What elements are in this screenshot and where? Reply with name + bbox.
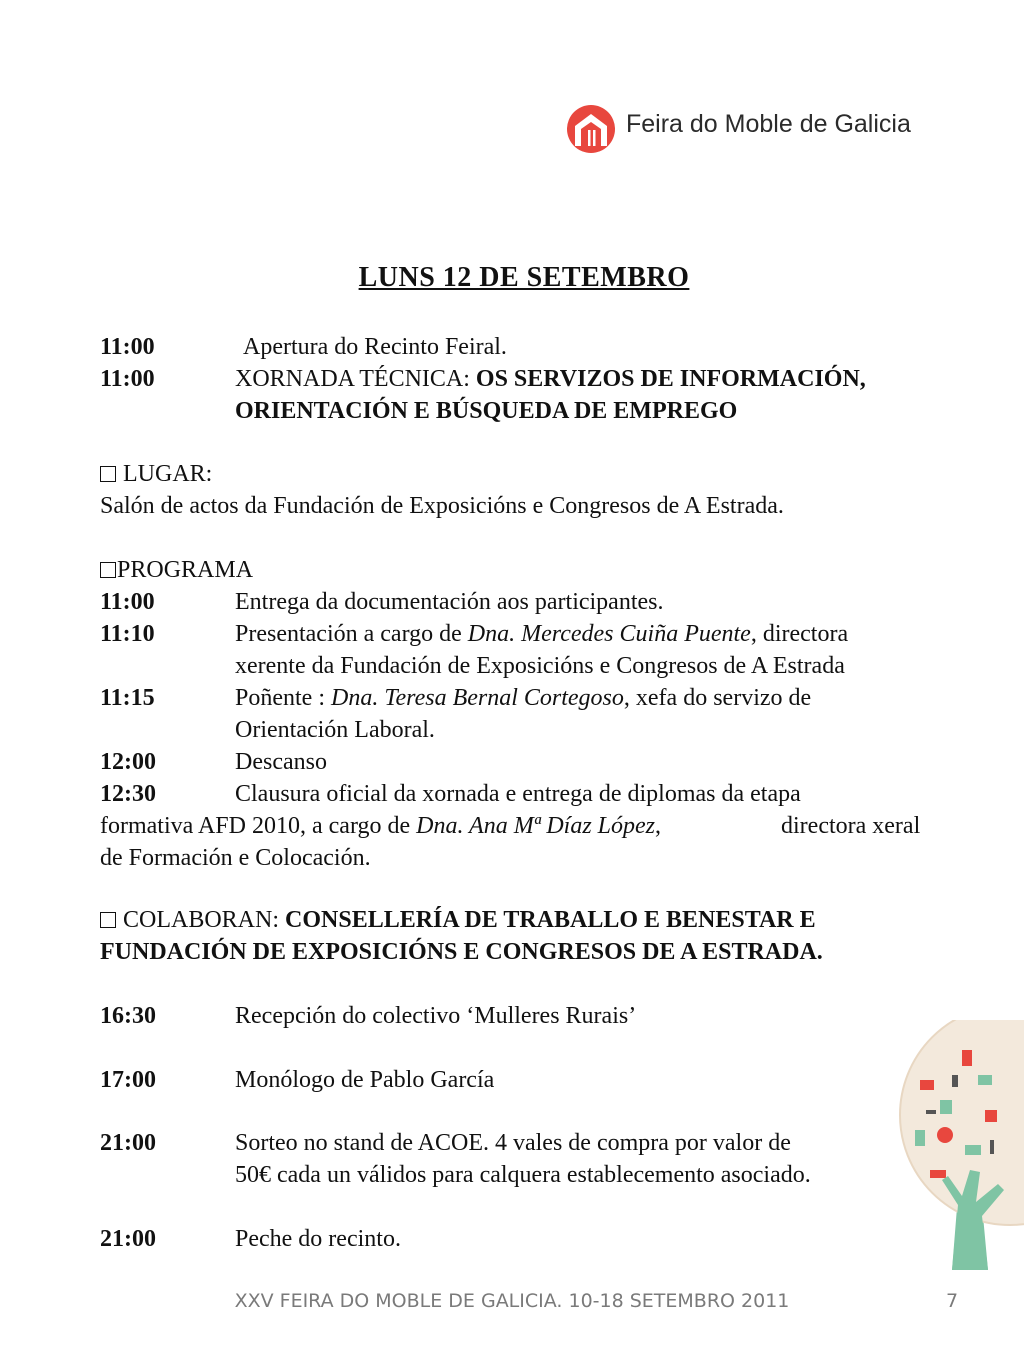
programa-item-line2-end: directora xeral	[781, 813, 921, 839]
programa-item	[100, 618, 848, 650]
item-text: ,	[655, 813, 662, 839]
programa-heading	[100, 554, 253, 586]
logo-text: Feira do Moble de Galicia	[626, 110, 911, 138]
colaboran-line2: FUNDACIÓN DE EXPOSICIÓNS E CONGRESOS DE A ESTRADA.	[100, 939, 823, 965]
programa-item	[100, 746, 327, 778]
item-text: Entrega da documentación aos participantes.	[235, 589, 664, 615]
item-bold-line2: ORIENTACIÓN E BÚSQUEDA DE EMPREGO	[235, 398, 738, 424]
checkbox-bullet-icon	[100, 562, 116, 578]
person-name: Dna. Teresa Bernal Cortegoso	[331, 685, 624, 711]
person-name: Dna. Ana Mª Díaz López	[416, 813, 656, 839]
colaboran-label: COLABORAN:	[123, 907, 286, 933]
schedule-item	[100, 1223, 401, 1255]
time: 12:30	[100, 781, 156, 807]
item-text: Monólogo de Pablo García	[235, 1067, 495, 1093]
programa-item-line2	[100, 810, 661, 842]
item-text: Descanso	[235, 749, 327, 775]
programa-item	[100, 682, 811, 714]
programa-item-line2: Orientación Laboral.	[235, 717, 435, 743]
programa-label: PROGRAMA	[117, 557, 254, 583]
item-text: , xefa do servizo de	[623, 685, 812, 711]
person-name: Dna. Mercedes Cuiña Puente	[467, 621, 751, 647]
programa-item	[100, 778, 801, 810]
colaboran-heading	[100, 904, 816, 936]
technical-line2	[235, 395, 737, 427]
item-text: Recepción do colectivo ‘Mulleres Rurais’	[235, 1003, 637, 1029]
item-text: Presentación a cargo de	[235, 621, 468, 647]
time: 11:00	[100, 334, 155, 360]
time: 11:10	[100, 621, 155, 647]
lugar-heading	[100, 458, 212, 490]
time: 21:00	[100, 1130, 156, 1156]
item-text: Sorteo no stand de ACOE. 4 vales de compra por valor de	[235, 1130, 791, 1156]
furniture-tree-illustration	[890, 1020, 1024, 1270]
feira-logo-mark-icon	[566, 104, 616, 154]
time: 21:00	[100, 1226, 156, 1252]
time: 16:30	[100, 1003, 156, 1029]
item-text: Apertura do Recinto Feiral.	[243, 334, 507, 360]
footer-text: XXV FEIRA DO MOBLE DE GALICIA. 10-18 SETEMBRO 2011	[234, 1290, 790, 1312]
time: 11:15	[100, 685, 155, 711]
schedule-item-line2: 50€ cada un válidos para calquera establecemento asociado.	[235, 1162, 811, 1188]
page-title: LUNS 12 DE SETEMBRO	[358, 262, 690, 293]
checkbox-bullet-icon	[100, 912, 116, 928]
item-text: formativa AFD 2010, a cargo de	[100, 813, 417, 839]
item-prefix: XORNADA TÉCNICA:	[235, 366, 476, 392]
programa-item-line3: de Formación e Colocación.	[100, 845, 371, 871]
schedule-item	[100, 1064, 494, 1096]
schedule-item	[100, 1127, 791, 1159]
feira-logo	[566, 100, 946, 156]
time: 11:00	[100, 589, 155, 615]
time: 12:00	[100, 749, 156, 775]
time: 17:00	[100, 1067, 156, 1093]
item-text: Poñente :	[235, 685, 331, 711]
lugar-label: LUGAR:	[123, 461, 213, 487]
schedule-item	[100, 1000, 636, 1032]
schedule-item-technical	[100, 363, 866, 395]
item-text: Clausura oficial da xornada e entrega de diplomas da etapa	[235, 781, 801, 807]
time: 11:00	[100, 366, 155, 392]
programa-item	[100, 586, 664, 618]
programa-item-line2: xerente da Fundación de Exposicións e Congresos de A Estrada	[235, 653, 845, 679]
page-number: 7	[946, 1290, 959, 1312]
item-text: , directora	[750, 621, 849, 647]
lugar-text: Salón de actos da Fundación de Exposicións e Congresos de A Estrada.	[100, 493, 784, 519]
colaboran-line1: CONSELLERÍA DE TRABALLO E BENESTAR E	[285, 907, 816, 933]
checkbox-bullet-icon	[100, 466, 116, 482]
item-text: Peche do recinto.	[235, 1226, 401, 1252]
schedule-item-opening	[100, 331, 507, 363]
item-bold-line1: OS SERVIZOS DE INFORMACIÓN,	[475, 366, 866, 392]
